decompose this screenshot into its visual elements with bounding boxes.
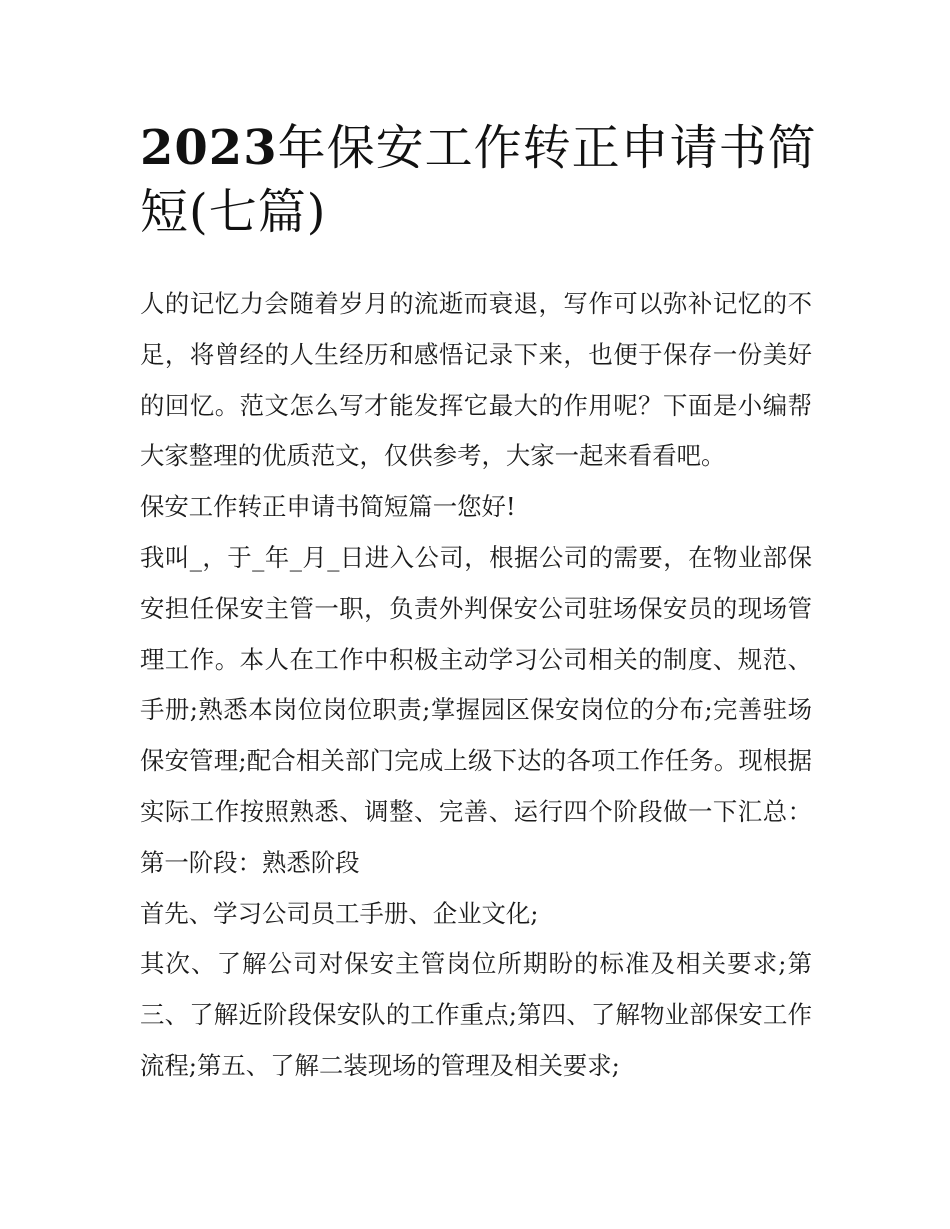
title-year: 2023: [140, 120, 278, 176]
body-paragraph: 首先、学习公司员工手册、企业文化;: [140, 898, 539, 928]
title-text: 年保安工作转正申请书简短(七篇): [140, 120, 817, 240]
section-heading: 保安工作转正申请书简短篇一您好!: [140, 492, 516, 522]
document-body: [140, 279, 812, 1092]
body-paragraph: 其次、了解公司对保安主管岗位所期盼的标准及相关要求;第三、了解近阶段保安队的工作重点;第四、了解物业部保安工作流程;第五、了解二装现场的管理及相关要求;: [140, 949, 812, 1080]
document-title: [140, 116, 820, 244]
body-paragraph: 我叫_，于_年_月_日进入公司，根据公司的需要，在物业部保安担任保安主管一职，负责外判保安公司驻场保安员的现场管理工作。本人在工作中积极主动学习公司相关的制度、规范、手册;熟悉本岗位岗位职责;掌握园区保安岗位的分布;完善驻场保安管理;配合相关部门完成上级下达的各项工作任务。现根据实际工作按照熟悉、调整、完善、运行四个阶段做一下汇总：第一阶段：熟悉阶段: [140, 542, 812, 877]
intro-paragraph: 人的记忆力会随着岁月的流逝而衰退，写作可以弥补记忆的不足，将曾经的人生经历和感悟记录下来，也便于保存一份美好的回忆。范文怎么写才能发挥它最大的作用呢？下面是小编帮大家整理的优质范文，仅供参考，大家一起来看看吧。: [140, 289, 812, 471]
